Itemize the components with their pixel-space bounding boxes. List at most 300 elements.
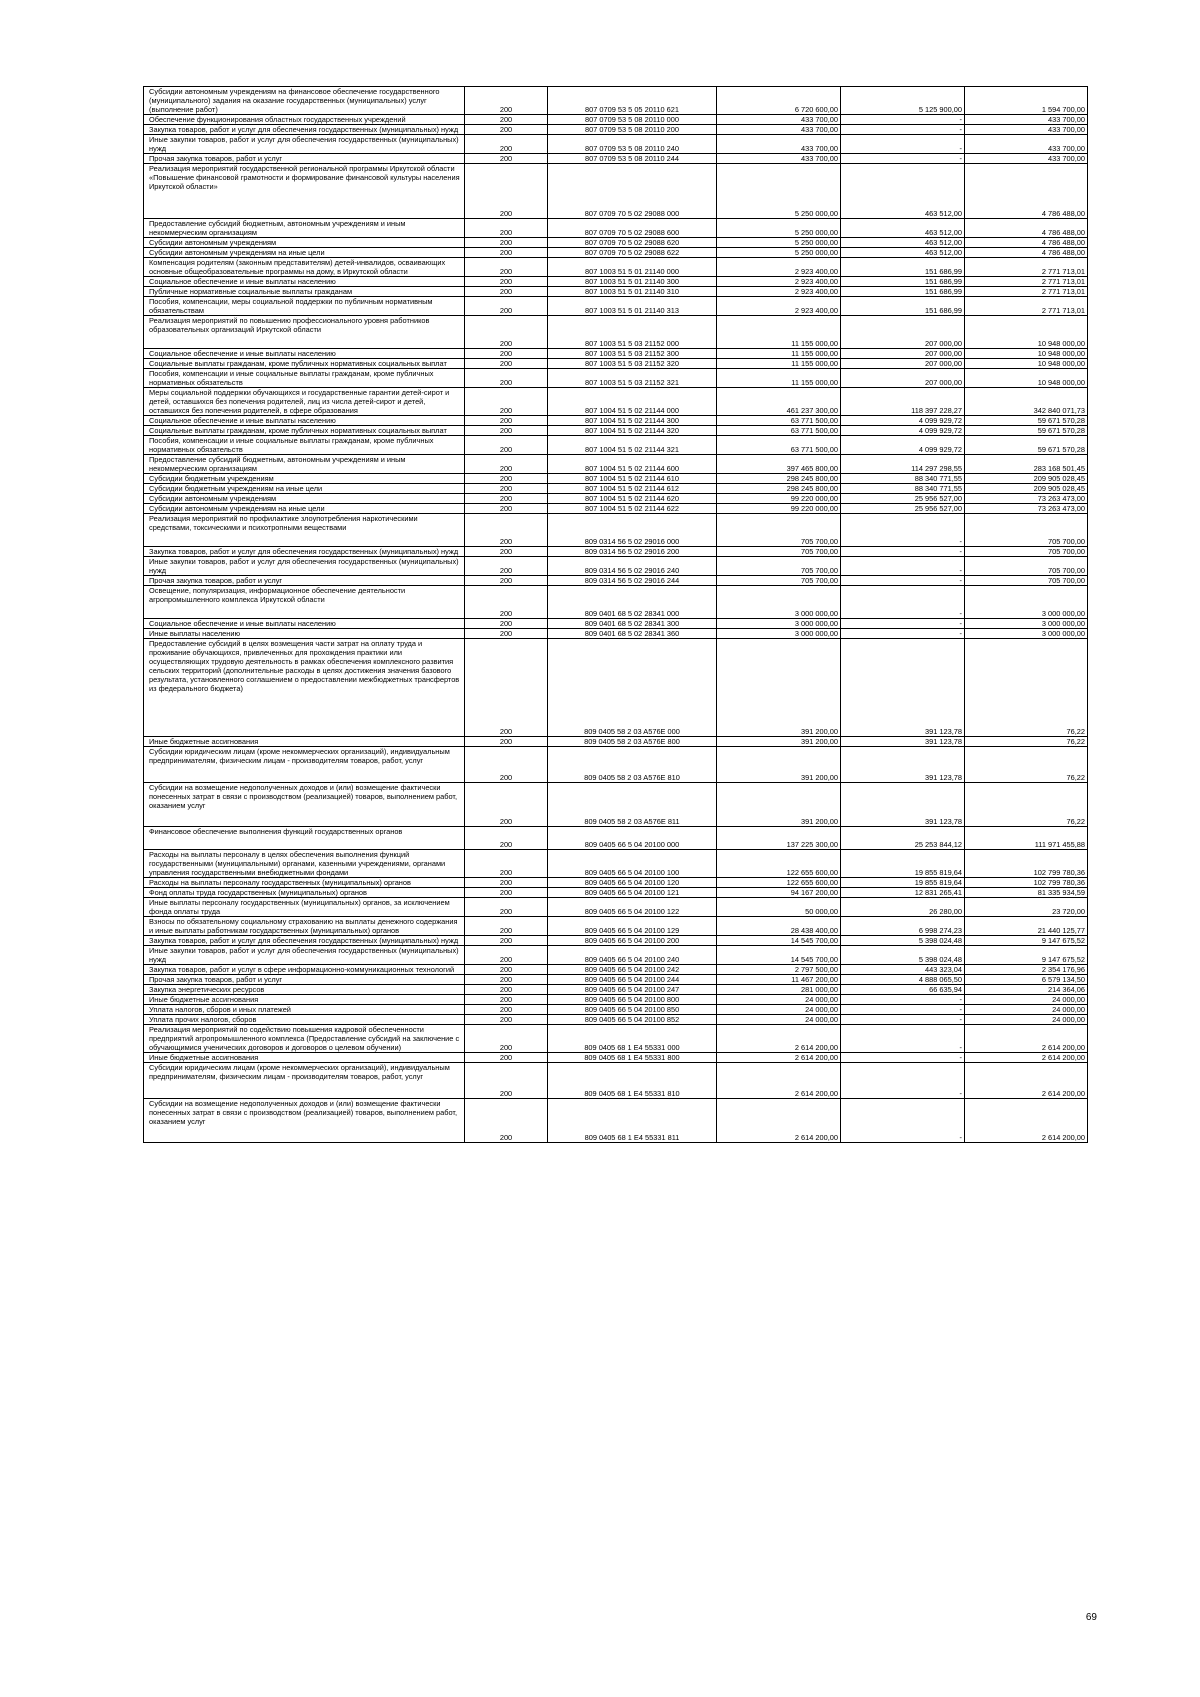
row-approved-cell: 5 250 000,00 (717, 164, 841, 219)
row-name-cell (144, 557, 465, 576)
row-code-cell: 200 (465, 219, 548, 238)
row-executed-cell: - (841, 1015, 965, 1025)
row-unexecuted-cell: 705 700,00 (965, 514, 1088, 547)
row-name-cell (144, 238, 465, 248)
table-row (144, 586, 1088, 619)
row-executed-cell: - (841, 619, 965, 629)
table-row (144, 898, 1088, 917)
row-code-cell: 200 (465, 369, 548, 388)
row-code-cell: 200 (465, 316, 548, 349)
row-approved-cell: 391 200,00 (717, 747, 841, 783)
row-classification-cell: 809 0405 66 5 04 20100 852 (548, 1015, 717, 1025)
row-approved-cell: 5 250 000,00 (717, 248, 841, 258)
table-row (144, 827, 1088, 850)
row-name-cell (144, 316, 465, 349)
table-row (144, 436, 1088, 455)
row-name-cell (144, 985, 465, 995)
row-approved-cell: 433 700,00 (717, 115, 841, 125)
row-code-cell: 200 (465, 946, 548, 965)
row-classification-cell: 807 0709 70 5 02 29088 622 (548, 248, 717, 258)
row-executed-cell: 4 099 929,72 (841, 426, 965, 436)
row-code-cell: 200 (465, 586, 548, 619)
row-unexecuted-cell: 9 147 675,52 (965, 946, 1088, 965)
row-classification-cell: 809 0314 56 5 02 29016 244 (548, 576, 717, 586)
row-unexecuted-cell: 2 771 713,01 (965, 277, 1088, 287)
row-name-text: Фонд оплаты труда государственных (муниципальных) органов (149, 888, 367, 897)
row-classification-cell: 809 0401 68 5 02 28341 000 (548, 586, 717, 619)
row-name-cell (144, 426, 465, 436)
row-name-cell (144, 898, 465, 917)
row-executed-cell: 26 280,00 (841, 898, 965, 917)
row-unexecuted-cell: 2 771 713,01 (965, 258, 1088, 277)
row-approved-cell: 2 797 500,00 (717, 965, 841, 975)
row-unexecuted-cell: 76,22 (965, 737, 1088, 747)
row-code-cell: 200 (465, 975, 548, 985)
table-row (144, 115, 1088, 125)
row-code-cell: 200 (465, 514, 548, 547)
table-row (144, 277, 1088, 287)
row-name-cell (144, 287, 465, 297)
row-unexecuted-cell: 209 905 028,45 (965, 474, 1088, 484)
row-classification-cell: 809 0405 58 2 03 A576E 000 (548, 639, 717, 737)
row-unexecuted-cell: 3 000 000,00 (965, 586, 1088, 619)
row-unexecuted-cell: 433 700,00 (965, 125, 1088, 135)
row-executed-cell: 391 123,78 (841, 639, 965, 737)
row-name-cell (144, 827, 465, 850)
row-classification-cell: 807 1004 51 5 02 21144 321 (548, 436, 717, 455)
row-classification-cell: 807 1003 51 5 01 21140 313 (548, 297, 717, 316)
row-name-cell (144, 639, 465, 737)
row-name-cell (144, 995, 465, 1005)
row-classification-cell: 807 0709 53 5 08 20110 244 (548, 154, 717, 164)
table-row (144, 135, 1088, 154)
row-code-cell: 200 (465, 557, 548, 576)
row-code-cell: 200 (465, 359, 548, 369)
row-name-text: Закупка товаров, работ и услуг для обеспечения государственных (муниципальных) нужд (149, 936, 459, 945)
row-executed-cell: 207 000,00 (841, 369, 965, 388)
row-classification-cell: 807 0709 70 5 02 29088 620 (548, 238, 717, 248)
row-name-text: Реализация мероприятий по повышению профессионального уровня работников образовательных организаций Иркутской области (149, 316, 430, 334)
row-name-text: Расходы на выплаты персоналу в целях обеспечения выполнения функций государственными (муниципальными) органами, казенными учреждениями, органами управления государственными внебюджетными фондами (149, 850, 446, 877)
row-unexecuted-cell: 3 000 000,00 (965, 629, 1088, 639)
row-unexecuted-cell: 9 147 675,52 (965, 936, 1088, 946)
table-row (144, 316, 1088, 349)
row-unexecuted-cell: 2 614 200,00 (965, 1063, 1088, 1099)
row-executed-cell: 463 512,00 (841, 248, 965, 258)
table-row (144, 888, 1088, 898)
row-classification-cell: 809 0405 58 2 03 A576E 800 (548, 737, 717, 747)
row-approved-cell: 2 614 200,00 (717, 1099, 841, 1143)
row-executed-cell: 4 888 065,50 (841, 975, 965, 985)
row-classification-cell: 809 0405 68 1 E4 55331 000 (548, 1025, 717, 1053)
table-row (144, 154, 1088, 164)
row-classification-cell: 809 0405 66 5 04 20100 120 (548, 878, 717, 888)
row-unexecuted-cell: 2 771 713,01 (965, 297, 1088, 316)
table-row (144, 388, 1088, 416)
row-approved-cell: 461 237 300,00 (717, 388, 841, 416)
row-classification-cell: 807 1003 51 5 03 21152 320 (548, 359, 717, 369)
row-executed-cell: - (841, 576, 965, 586)
table-row (144, 474, 1088, 484)
row-unexecuted-cell: 21 440 125,77 (965, 917, 1088, 936)
table-row (144, 1099, 1088, 1143)
row-code-cell: 200 (465, 1053, 548, 1063)
row-executed-cell: 391 123,78 (841, 783, 965, 827)
row-code-cell: 200 (465, 1015, 548, 1025)
row-name-cell (144, 164, 465, 219)
row-classification-cell: 809 0314 56 5 02 29016 000 (548, 514, 717, 547)
row-name-text: Расходы на выплаты персоналу государственных (муниципальных) органов (149, 878, 411, 887)
row-unexecuted-cell: 2 614 200,00 (965, 1099, 1088, 1143)
row-name-cell (144, 1053, 465, 1063)
row-executed-cell: - (841, 629, 965, 639)
row-name-cell (144, 248, 465, 258)
table-row (144, 426, 1088, 436)
row-unexecuted-cell: 2 614 200,00 (965, 1025, 1088, 1053)
row-name-text: Субсидии автономным учреждениям на финансовое обеспечение государственного (муниципального) задания на оказание государственных (муниципальных) услуг (выполнение работ) (149, 87, 440, 114)
row-code-cell: 200 (465, 783, 548, 827)
row-approved-cell: 24 000,00 (717, 995, 841, 1005)
row-approved-cell: 2 923 400,00 (717, 277, 841, 287)
row-approved-cell: 5 250 000,00 (717, 238, 841, 248)
row-name-cell (144, 514, 465, 547)
row-name-text: Закупка товаров, работ и услуг для обеспечения государственных (муниципальных) нужд (149, 125, 459, 134)
row-name-cell (144, 125, 465, 135)
row-approved-cell: 63 771 500,00 (717, 416, 841, 426)
row-name-cell (144, 219, 465, 238)
row-name-cell (144, 975, 465, 985)
row-unexecuted-cell: 342 840 071,73 (965, 388, 1088, 416)
row-code-cell: 200 (465, 455, 548, 474)
budget-execution-table (143, 86, 1088, 1143)
row-approved-cell: 2 614 200,00 (717, 1063, 841, 1099)
row-name-text: Иные выплаты населению (149, 629, 241, 638)
row-executed-cell: 207 000,00 (841, 349, 965, 359)
row-executed-cell: 391 123,78 (841, 737, 965, 747)
row-approved-cell: 11 155 000,00 (717, 349, 841, 359)
row-unexecuted-cell: 76,22 (965, 639, 1088, 737)
row-code-cell: 200 (465, 135, 548, 154)
row-unexecuted-cell: 209 905 028,45 (965, 484, 1088, 494)
table-row (144, 258, 1088, 277)
row-classification-cell: 809 0401 68 5 02 28341 360 (548, 629, 717, 639)
row-approved-cell: 705 700,00 (717, 547, 841, 557)
row-name-text: Субсидии юридическим лицам (кроме некоммерческих организаций), индивидуальным предпринимателям, физическим лицам - производителям товаров, работ, услуг (149, 1063, 450, 1081)
row-unexecuted-cell: 433 700,00 (965, 135, 1088, 154)
row-executed-cell: 463 512,00 (841, 219, 965, 238)
row-classification-cell: 807 1004 51 5 02 21144 610 (548, 474, 717, 484)
row-executed-cell: 463 512,00 (841, 238, 965, 248)
row-unexecuted-cell: 4 786 488,00 (965, 219, 1088, 238)
row-unexecuted-cell: 23 720,00 (965, 898, 1088, 917)
row-name-text: Уплата налогов, сборов и иных платежей (149, 1005, 291, 1014)
table-row (144, 619, 1088, 629)
row-name-text: Социальное обеспечение и иные выплаты населению (149, 416, 336, 425)
row-approved-cell: 433 700,00 (717, 125, 841, 135)
row-name-cell (144, 747, 465, 783)
row-code-cell: 200 (465, 850, 548, 878)
row-code-cell: 200 (465, 426, 548, 436)
row-classification-cell: 809 0405 66 5 04 20100 100 (548, 850, 717, 878)
row-unexecuted-cell: 2 771 713,01 (965, 287, 1088, 297)
row-name-text: Социальное обеспечение и иные выплаты населению (149, 277, 336, 286)
row-executed-cell: 19 855 819,64 (841, 850, 965, 878)
row-unexecuted-cell: 59 671 570,28 (965, 436, 1088, 455)
row-name-text: Субсидии на возмещение недополученных доходов и (или) возмещение фактически понесенных затрат в связи с производством (реализацией) товаров, выполнением работ, оказанием услуг (149, 783, 458, 810)
row-name-text: Прочая закупка товаров, работ и услуг (149, 975, 283, 984)
row-approved-cell: 5 250 000,00 (717, 219, 841, 238)
row-name-cell (144, 946, 465, 965)
row-name-text: Иные выплаты персоналу государственных (муниципальных) органов, за исключением фонда оплаты труда (149, 898, 450, 916)
row-classification-cell: 807 1004 51 5 02 21144 320 (548, 426, 717, 436)
table-row (144, 850, 1088, 878)
row-unexecuted-cell: 2 354 176,96 (965, 965, 1088, 975)
row-classification-cell: 807 0709 53 5 08 20110 240 (548, 135, 717, 154)
row-classification-cell: 807 1004 51 5 02 21144 000 (548, 388, 717, 416)
row-approved-cell: 3 000 000,00 (717, 629, 841, 639)
row-executed-cell: 151 686,99 (841, 287, 965, 297)
row-code-cell: 200 (465, 576, 548, 586)
row-classification-cell: 807 1003 51 5 03 21152 321 (548, 369, 717, 388)
row-code-cell: 200 (465, 878, 548, 888)
row-unexecuted-cell: 10 948 000,00 (965, 349, 1088, 359)
row-approved-cell: 705 700,00 (717, 514, 841, 547)
table-row (144, 416, 1088, 426)
page-number: 69 (1085, 1612, 1097, 1623)
table-row (144, 557, 1088, 576)
table-row (144, 164, 1088, 219)
row-executed-cell: 207 000,00 (841, 359, 965, 369)
row-unexecuted-cell: 81 335 934,59 (965, 888, 1088, 898)
row-approved-cell: 122 655 600,00 (717, 878, 841, 888)
row-name-text: Компенсация родителям (законным представителям) детей-инвалидов, осваивающих основные общеобразовательные программы на дому, в Иркутской области (149, 258, 446, 276)
table-row (144, 1063, 1088, 1099)
row-executed-cell: 151 686,99 (841, 258, 965, 277)
row-name-text: Пособия, компенсации и иные социальные выплаты гражданам, кроме публичных нормативных обязательств (149, 369, 434, 387)
row-unexecuted-cell: 73 263 473,00 (965, 494, 1088, 504)
row-executed-cell: 5 398 024,48 (841, 936, 965, 946)
table-row (144, 455, 1088, 474)
row-code-cell: 200 (465, 504, 548, 514)
row-classification-cell: 809 0405 66 5 04 20100 244 (548, 975, 717, 985)
row-name-cell (144, 504, 465, 514)
row-approved-cell: 11 155 000,00 (717, 316, 841, 349)
row-name-text: Освещение, популяризация, информационное обеспечение деятельности агропромышленного комплекса Иркутской области (149, 586, 406, 604)
row-name-text: Субсидии на возмещение недополученных доходов и (или) возмещение фактически понесенных затрат в связи с производством (реализацией) товаров, выполнением работ, оказанием услуг (149, 1099, 458, 1126)
row-name-text: Предоставление субсидий в целях возмещения части затрат на оплату труда и проживание обучающихся, привлеченных для прохождения практики или осуществляющих трудовую деятельность в рамках обеспечения комплексного развития сельских территорий (дополнительные расходы в целях достижения значения базового результата, установленного соглашением о предоставлении межбюджетных трансфертов из федерального бюджета) (149, 639, 460, 693)
row-unexecuted-cell: 59 671 570,28 (965, 426, 1088, 436)
row-code-cell: 200 (465, 277, 548, 287)
row-name-cell (144, 484, 465, 494)
row-unexecuted-cell: 705 700,00 (965, 576, 1088, 586)
table-row (144, 917, 1088, 936)
table-row (144, 504, 1088, 514)
row-unexecuted-cell: 24 000,00 (965, 1005, 1088, 1015)
table-row (144, 936, 1088, 946)
row-code-cell: 200 (465, 125, 548, 135)
row-executed-cell: 114 297 298,55 (841, 455, 965, 474)
row-classification-cell: 807 1003 51 5 01 21140 000 (548, 258, 717, 277)
row-executed-cell: 5 398 024,48 (841, 946, 965, 965)
row-unexecuted-cell: 76,22 (965, 783, 1088, 827)
row-classification-cell: 809 0405 66 5 04 20100 122 (548, 898, 717, 917)
row-executed-cell: 88 340 771,55 (841, 474, 965, 484)
row-code-cell: 200 (465, 287, 548, 297)
row-code-cell: 200 (465, 258, 548, 277)
table-row (144, 484, 1088, 494)
row-unexecuted-cell: 433 700,00 (965, 154, 1088, 164)
row-name-text: Социальные выплаты гражданам, кроме публичных нормативных социальных выплат (149, 426, 447, 435)
row-name-text: Меры социальной поддержки обучающихся и государственные гарантии детей-сирот и детей, оставшихся без попечения родителей, лиц из числа детей-сирот и детей, оставшихся без попечения родителей, в сфере образования (149, 388, 450, 415)
row-classification-cell: 809 0405 68 1 E4 55331 810 (548, 1063, 717, 1099)
row-name-cell (144, 87, 465, 115)
row-code-cell: 200 (465, 248, 548, 258)
row-executed-cell: - (841, 1099, 965, 1143)
table-row (144, 946, 1088, 965)
row-executed-cell: 391 123,78 (841, 747, 965, 783)
row-name-text: Прочая закупка товаров, работ и услуг (149, 576, 283, 585)
row-executed-cell: - (841, 514, 965, 547)
row-unexecuted-cell: 4 786 488,00 (965, 238, 1088, 248)
row-approved-cell: 99 220 000,00 (717, 504, 841, 514)
row-classification-cell: 809 0405 66 5 04 20100 129 (548, 917, 717, 936)
row-approved-cell: 2 923 400,00 (717, 287, 841, 297)
row-code-cell: 200 (465, 917, 548, 936)
row-name-cell (144, 917, 465, 936)
row-executed-cell: - (841, 135, 965, 154)
row-classification-cell: 809 0405 66 5 04 20100 850 (548, 1005, 717, 1015)
row-classification-cell: 809 0405 66 5 04 20100 000 (548, 827, 717, 850)
row-unexecuted-cell: 6 579 134,50 (965, 975, 1088, 985)
row-name-text: Взносы по обязательному социальному страхованию на выплаты денежного содержания и иные выплаты работникам государственных (муниципальных) органов (149, 917, 458, 935)
row-approved-cell: 3 000 000,00 (717, 619, 841, 629)
row-name-text: Финансовое обеспечение выполнения функций государственных органов (149, 827, 403, 836)
row-code-cell: 200 (465, 985, 548, 995)
row-classification-cell: 809 0401 68 5 02 28341 300 (548, 619, 717, 629)
row-name-text: Обеспечение функционирования областных государственных учреждений (149, 115, 406, 124)
row-name-cell (144, 436, 465, 455)
row-name-text: Уплата прочих налогов, сборов (149, 1015, 257, 1024)
row-classification-cell: 807 1004 51 5 02 21144 612 (548, 484, 717, 494)
row-code-cell: 200 (465, 416, 548, 426)
row-approved-cell: 24 000,00 (717, 1005, 841, 1015)
row-classification-cell: 807 0709 53 5 08 20110 200 (548, 125, 717, 135)
table-row (144, 1025, 1088, 1053)
table-row (144, 629, 1088, 639)
row-approved-cell: 397 465 800,00 (717, 455, 841, 474)
row-unexecuted-cell: 24 000,00 (965, 995, 1088, 1005)
row-code-cell: 200 (465, 349, 548, 359)
row-executed-cell: 5 125 900,00 (841, 87, 965, 115)
row-name-cell (144, 850, 465, 878)
row-name-cell (144, 1015, 465, 1025)
row-approved-cell: 63 771 500,00 (717, 426, 841, 436)
row-approved-cell: 6 720 600,00 (717, 87, 841, 115)
row-approved-cell: 3 000 000,00 (717, 586, 841, 619)
row-name-text: Иные бюджетные ассигнования (149, 995, 259, 1004)
row-unexecuted-cell: 59 671 570,28 (965, 416, 1088, 426)
row-approved-cell: 11 467 200,00 (717, 975, 841, 985)
row-classification-cell: 807 1004 51 5 02 21144 622 (548, 504, 717, 514)
row-unexecuted-cell: 2 614 200,00 (965, 1053, 1088, 1063)
row-classification-cell: 807 1004 51 5 02 21144 620 (548, 494, 717, 504)
row-executed-cell: - (841, 154, 965, 164)
row-approved-cell: 11 155 000,00 (717, 359, 841, 369)
row-approved-cell: 122 655 600,00 (717, 850, 841, 878)
row-name-cell (144, 135, 465, 154)
row-executed-cell: 19 855 819,64 (841, 878, 965, 888)
row-code-cell: 200 (465, 995, 548, 1005)
row-name-cell (144, 297, 465, 316)
row-executed-cell: 6 998 274,23 (841, 917, 965, 936)
row-code-cell: 200 (465, 827, 548, 850)
row-classification-cell: 809 0405 66 5 04 20100 200 (548, 936, 717, 946)
row-name-cell (144, 277, 465, 287)
row-executed-cell: 118 397 228,27 (841, 388, 965, 416)
row-classification-cell: 809 0405 66 5 04 20100 240 (548, 946, 717, 965)
row-name-cell (144, 783, 465, 827)
row-name-cell (144, 576, 465, 586)
row-code-cell: 200 (465, 1063, 548, 1099)
row-name-cell (144, 1063, 465, 1099)
row-approved-cell: 14 545 700,00 (717, 946, 841, 965)
row-name-text: Социальное обеспечение и иные выплаты населению (149, 349, 336, 358)
row-classification-cell: 807 1003 51 5 03 21152 000 (548, 316, 717, 349)
row-classification-cell: 807 0709 70 5 02 29088 600 (548, 219, 717, 238)
row-executed-cell: 66 635,94 (841, 985, 965, 995)
row-name-text: Субсидии автономным учреждениям на иные цели (149, 248, 325, 257)
row-approved-cell: 94 167 200,00 (717, 888, 841, 898)
row-classification-cell: 809 0405 58 2 03 A576E 810 (548, 747, 717, 783)
row-executed-cell: 88 340 771,55 (841, 484, 965, 494)
row-unexecuted-cell: 10 948 000,00 (965, 369, 1088, 388)
row-name-text: Субсидии автономным учреждениям (149, 238, 277, 247)
row-unexecuted-cell: 1 594 700,00 (965, 87, 1088, 115)
row-executed-cell: - (841, 1053, 965, 1063)
row-executed-cell: - (841, 125, 965, 135)
row-approved-cell: 281 000,00 (717, 985, 841, 995)
row-code-cell: 200 (465, 388, 548, 416)
row-approved-cell: 433 700,00 (717, 135, 841, 154)
row-code-cell: 200 (465, 164, 548, 219)
row-classification-cell: 809 0405 68 1 E4 55331 800 (548, 1053, 717, 1063)
row-approved-cell: 63 771 500,00 (717, 436, 841, 455)
row-approved-cell: 99 220 000,00 (717, 494, 841, 504)
row-unexecuted-cell: 705 700,00 (965, 547, 1088, 557)
row-code-cell: 200 (465, 547, 548, 557)
table-row (144, 747, 1088, 783)
row-unexecuted-cell: 4 786 488,00 (965, 164, 1088, 219)
row-executed-cell: 207 000,00 (841, 316, 965, 349)
budget-table-sheet (143, 86, 1087, 1143)
row-classification-cell: 807 0709 70 5 02 29088 000 (548, 164, 717, 219)
table-row (144, 547, 1088, 557)
row-name-text: Реализация мероприятий по содействию повышения кадровой обеспеченности предприятий агропромышленного комплекса (Предоставление субсидий на заключение с обучающимися ученических договоров и договоров о целевом обучении) (149, 1025, 460, 1052)
row-classification-cell: 807 1004 51 5 02 21144 300 (548, 416, 717, 426)
row-name-cell (144, 936, 465, 946)
table-row (144, 1053, 1088, 1063)
row-code-cell: 200 (465, 87, 548, 115)
row-executed-cell: 25 956 527,00 (841, 494, 965, 504)
row-code-cell: 200 (465, 474, 548, 484)
row-executed-cell: 443 323,04 (841, 965, 965, 975)
row-code-cell: 200 (465, 1005, 548, 1015)
table-row (144, 737, 1088, 747)
table-row (144, 783, 1088, 827)
row-name-text: Субсидии юридическим лицам (кроме некоммерческих организаций), индивидуальным предпринимателям, физическим лицам - производителям товаров, работ, услуг (149, 747, 450, 765)
row-unexecuted-cell: 73 263 473,00 (965, 504, 1088, 514)
row-classification-cell: 807 0709 53 5 08 20110 000 (548, 115, 717, 125)
